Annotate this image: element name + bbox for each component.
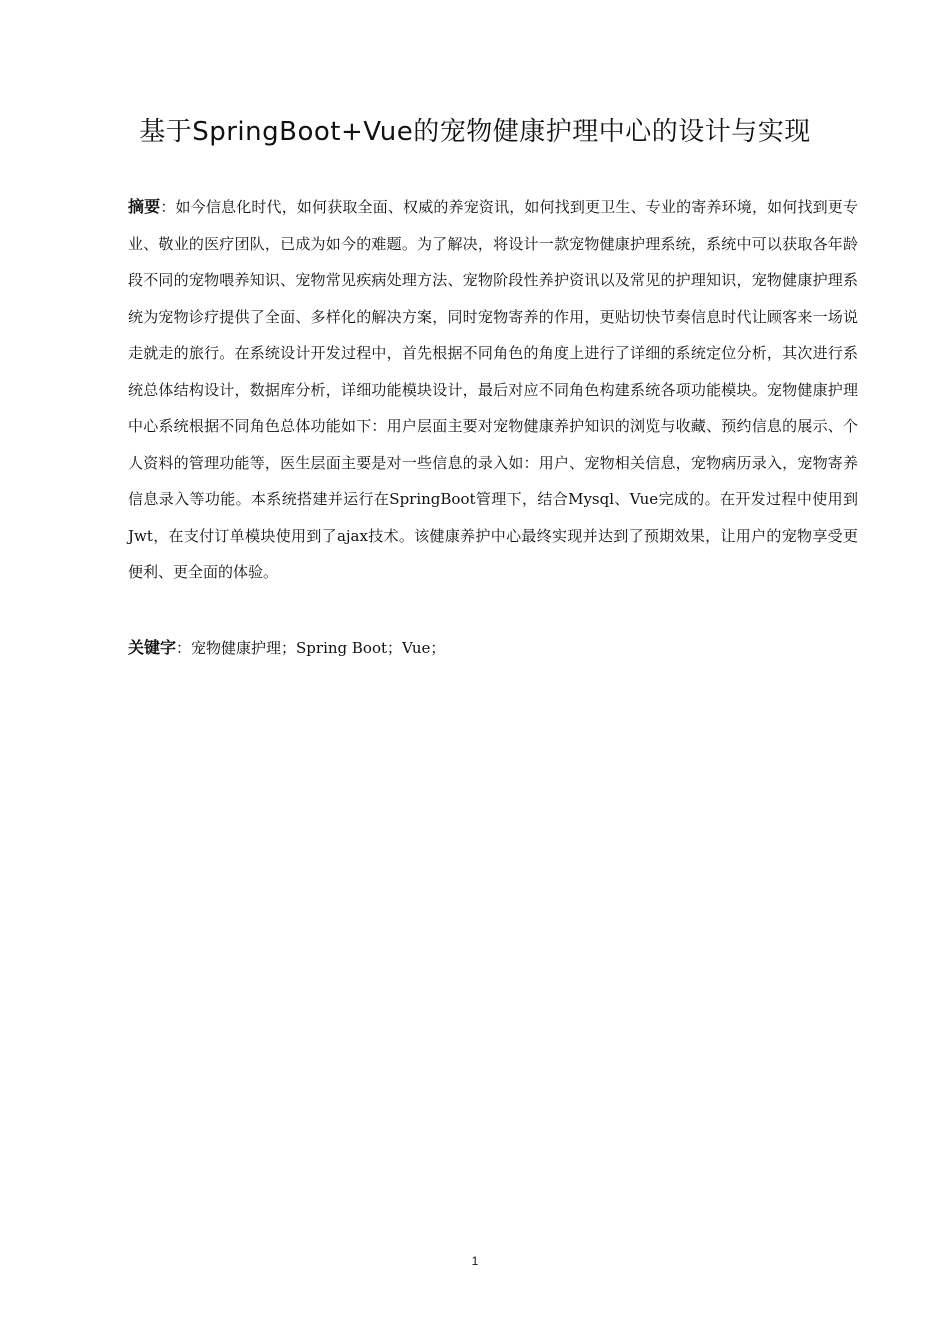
abstract-paragraph — [128, 189, 858, 591]
keywords-text: 宠物健康护理；Spring Boot；Vue； — [191, 639, 446, 657]
keywords-separator: ： — [176, 639, 192, 657]
abstract-separator: ： — [160, 198, 176, 216]
keywords-paragraph — [128, 630, 858, 666]
keywords-label: 关键字 — [128, 638, 177, 657]
page-number: 1 — [471, 1254, 479, 1268]
document-title: 基于SpringBoot+Vue的宠物健康护理中心的设计与实现 — [139, 117, 811, 147]
abstract-text: 如今信息化时代，如何获取全面、权威的养宠资讯，如何找到更卫生、专业的寄养环境，如何找到更专业、敬业的医疗团队，已成为如今的难题。为了解决，将设计一款宠物健康护理系统，系统中可以获取各年龄段不同的宠物喂养知识、宠物常见疾病处理方法、宠物阶段性养护资讯以及常见的护理知识，宠物健康护理系统为宠物诊疗提供了全面、多样化的解决方案，同时宠物寄养的作用，更贴切快节奏信息时代让顾客来一场说走就走的旅行。在系统设计开发过程中，首先根据不同角色的角度上进行了详细的系统定位分析，其次进行系统总体结构设计，数据库分析，详细功能模块设计，最后对应不同角色构建系统各项功能模块。宠物健康护理中心系统根据不同角色总体功能如下：用户层面主要对宠物健康养护知识的浏览与收藏、预约信息的展示、个人资料的管理功能等，医生层面主要是对一些信息的录入如：用户、宠物相关信息，宠物病历录入，宠物寄养信息录入等功能。本系统搭建并运行在SpringBoot管理下，结合Mysql、Vue完成的。在开发过程中使用到Jwt，在支付订单模块使用到了ajax技术。该健康养护中心最终实现并达到了预期效果，让用户的宠物享受更便利、更全面的体验。 — [128, 198, 858, 581]
abstract-label: 摘要 — [128, 197, 161, 216]
